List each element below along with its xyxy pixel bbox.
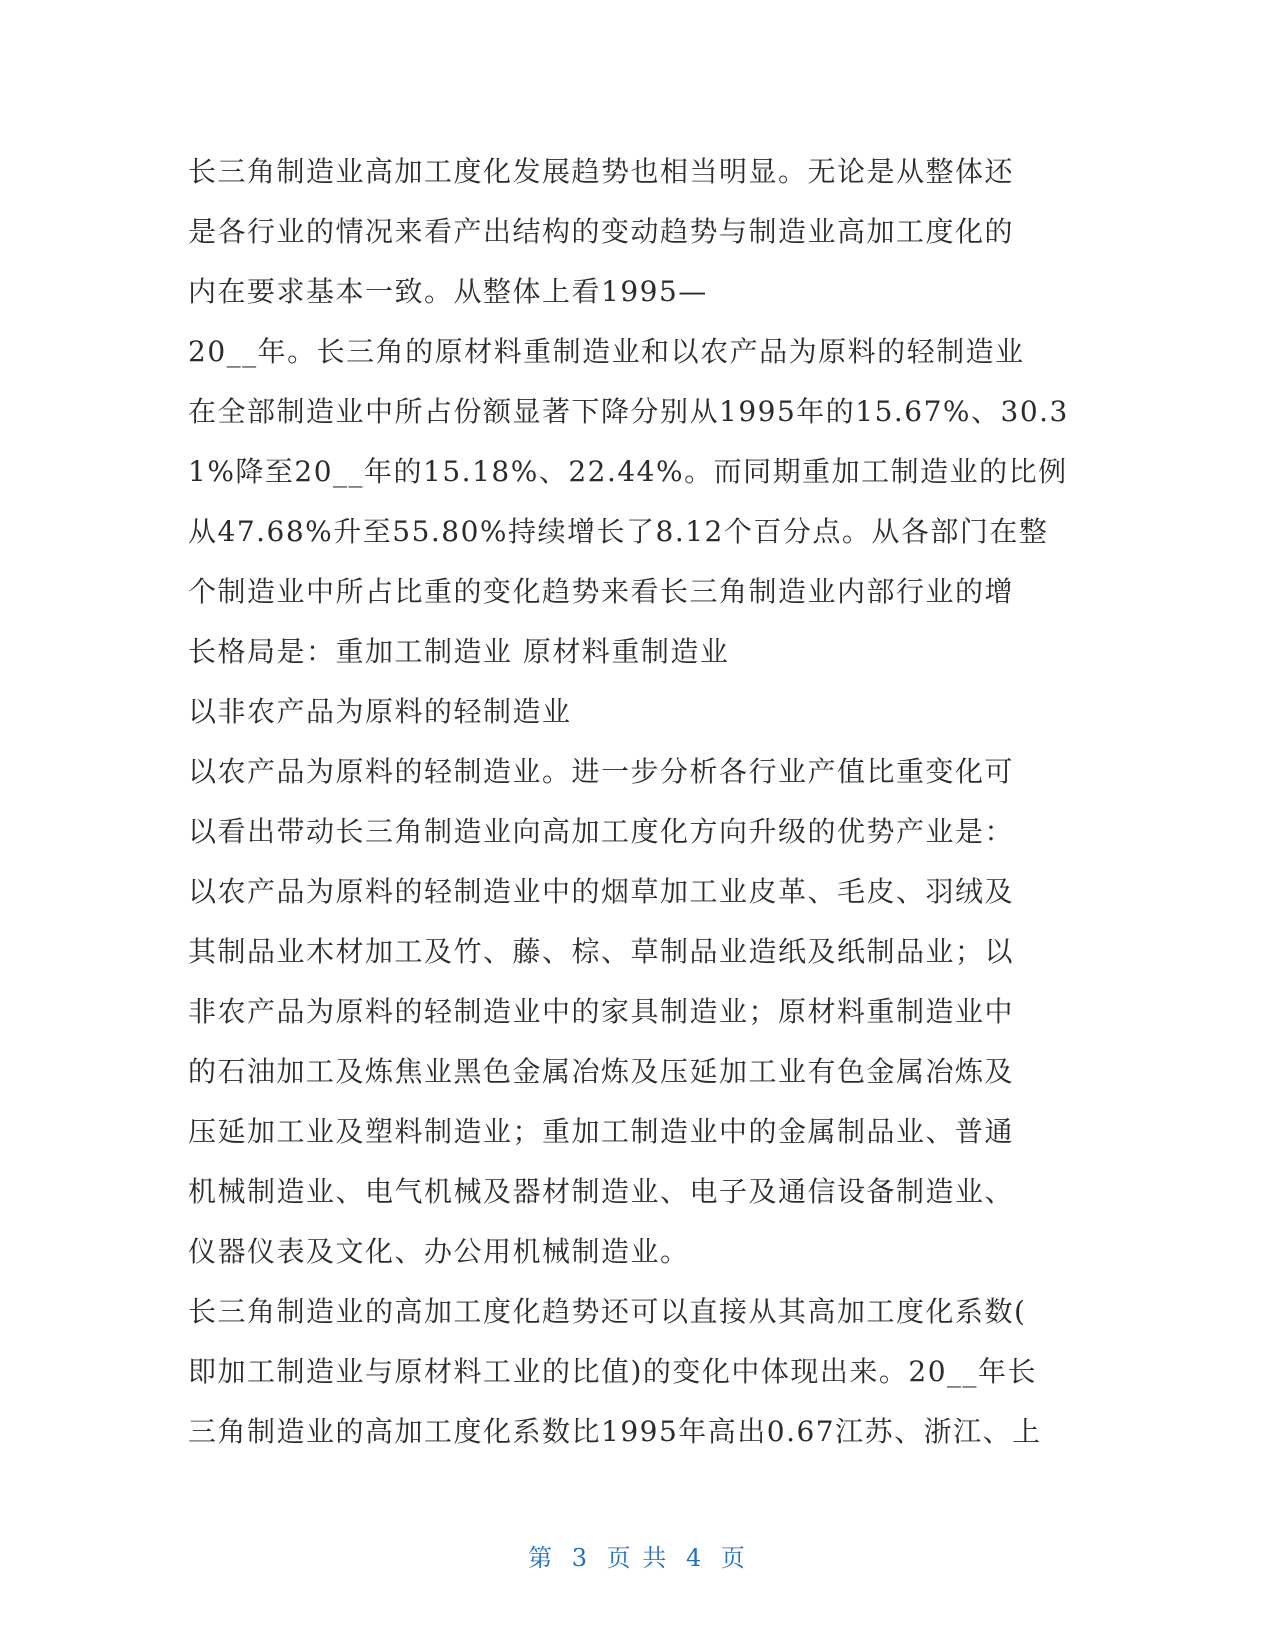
text-line: 以非农产品为原料的轻制造业 <box>188 695 572 728</box>
text-line: 其制品业木材加工及竹、藤、棕、草制品业造纸及纸制品业；以 <box>188 935 1015 968</box>
text-line: 在全部制造业中所占份额显著下降分别从1995年的15.67%、30.3 <box>188 395 1069 428</box>
text-line: 三角制造业的高加工度化系数比1995年高出0.67江苏、浙江、上 <box>188 1415 1042 1448</box>
text-line: 20__年。长三角的原材料重制造业和以农产品为原料的轻制造业 <box>188 335 1025 368</box>
text-line: 长格局是：重加工制造业 原材料重制造业 <box>188 635 730 668</box>
text-line: 长三角制造业的高加工度化趋势还可以直接从其高加工度化系数( <box>188 1295 1027 1328</box>
text-line: 个制造业中所占比重的变化趋势来看长三角制造业内部行业的增 <box>188 575 1015 608</box>
text-line: 长三角制造业高加工度化发展趋势也相当明显。无论是从整体还 <box>188 155 1015 188</box>
page-number: 3 <box>571 1544 590 1572</box>
total-pages: 4 <box>685 1544 704 1572</box>
page-label-mid: 页 共 <box>606 1544 669 1572</box>
text-line: 是各行业的情况来看产出结构的变动趋势与制造业高加工度化的 <box>188 215 1015 248</box>
text-line: 以农产品为原料的轻制造业中的烟草加工业皮革、毛皮、羽绒及 <box>188 875 1015 908</box>
page-footer <box>0 1538 1275 1573</box>
text-line: 压延加工业及塑料制造业；重加工制造业中的金属制品业、普通 <box>188 1115 1015 1148</box>
text-line: 内在要求基本一致。从整体上看1995— <box>188 275 708 308</box>
text-line: 1%降至20__年的15.18%、22.44%。而同期重加工制造业的比例 <box>188 455 1068 488</box>
page-label-prefix: 第 <box>528 1544 555 1572</box>
text-line: 仪器仪表及文化、办公用机械制造业。 <box>188 1235 690 1268</box>
page-label-suffix: 页 <box>720 1544 747 1572</box>
text-line: 从47.68%升至55.80%持续增长了8.12个百分点。从各部门在整 <box>188 515 1049 548</box>
text-line: 以看出带动长三角制造业向高加工度化方向升级的优势产业是： <box>188 815 1015 848</box>
text-line: 的石油加工及炼焦业黑色金属冶炼及压延加工业有色金属冶炼及 <box>188 1055 1015 1088</box>
text-line: 即加工制造业与原材料工业的比值)的变化中体现出来。20__年长 <box>188 1355 1038 1388</box>
text-line: 机械制造业、电气机械及器材制造业、电子及通信设备制造业、 <box>188 1175 1015 1208</box>
document-body <box>188 142 1088 1462</box>
text-line: 非农产品为原料的轻制造业中的家具制造业；原材料重制造业中 <box>188 995 1015 1028</box>
text-line: 以农产品为原料的轻制造业。进一步分析各行业产值比重变化可 <box>188 755 1015 788</box>
